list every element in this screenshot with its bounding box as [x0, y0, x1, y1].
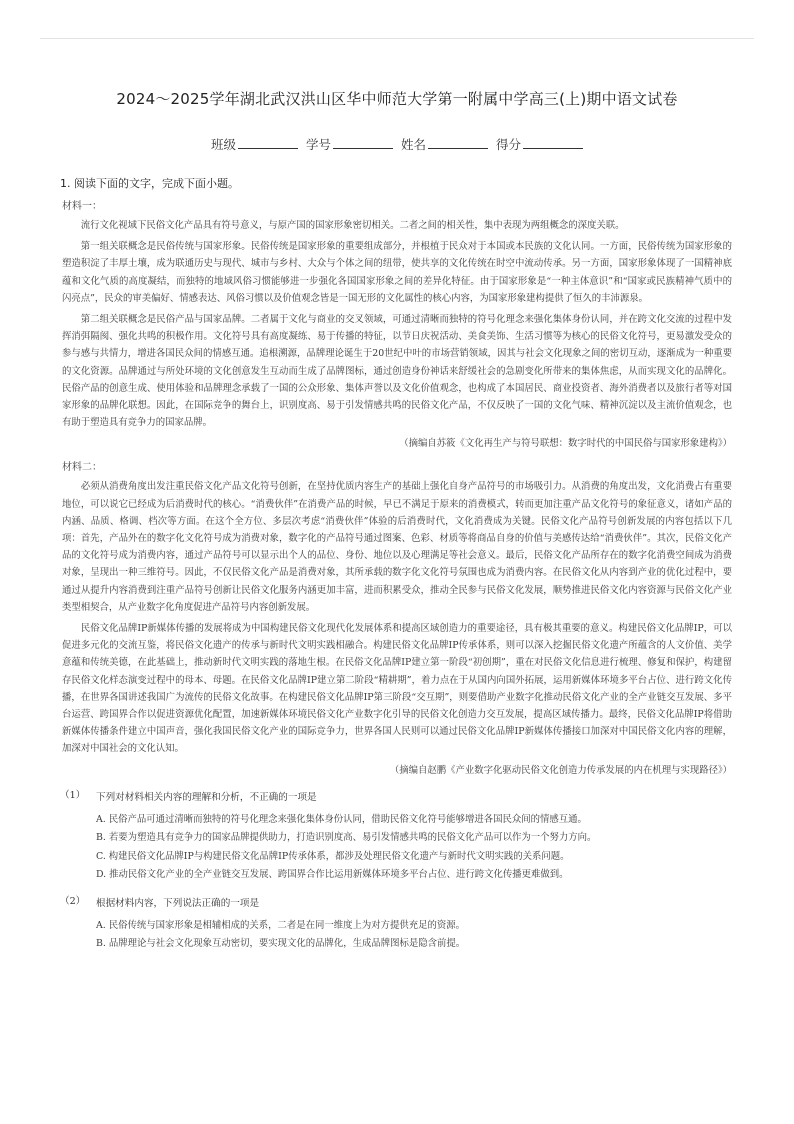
material1-source: （摘编自苏筱《文化再生产与符号联想：数字时代的中国民俗与国家形象建构》） [399, 438, 732, 450]
subquestion-1 [62, 789, 732, 803]
id-field[interactable]: 学号 [306, 135, 393, 153]
score-field[interactable]: 得分 [496, 135, 583, 153]
exam-page [62, 88, 732, 954]
class-field[interactable]: 班级 [211, 135, 298, 153]
subquestion-stem: 根据材料内容，下列说法正确的一项是 [96, 897, 260, 909]
page-title: 2024～2025学年湖北武汉洪山区华中师范大学第一附属中学高三(上)期中语文试卷 [116, 90, 678, 108]
option-d[interactable]: D. 推动民俗文化产业的全产业链交互发展、跨国界合作比运用新媒体环境多平台占位、进行跨文化传播更难做到。 [96, 869, 569, 881]
option-b[interactable]: B. 品牌理论与社会文化现象互动密切，要实现文化的品牌化，生成品牌图标是隐含前提。 [96, 938, 466, 950]
material1-paragraph: 第一组关联概念是民俗传统与国家形象。民俗传统是国家形象的重要组成部分，并根植于民众对于本国或本民族的文化认同。一方面，民俗传统为国家形象的塑造积淀了丰厚土壤，成为联通历史与现代、城市与乡村、大众与个体之间的纽带，使共享的文化传统在时空中流动传承。另一方面，国家形象体现了一国精神底蕴和文化气质的高度凝结，而独特的地域风俗习惯能够进一步强化各国国家形象之间的差异化特征。由于国家形象是“一种主体意识”和“国家或民族精神气质中的闪亮点”，民众的审美偏好、情感表达、风俗习惯以及价值观念皆是一国无形的文化属性的核心内容，为国家形象建构提供了恒久的丰沛源泉。 [62, 241, 732, 304]
material2-paragraph: 民俗文化品牌IP新媒体传播的发展将成为中国构建民俗文化现代化发展体系和提高区域创造力的重要途径，具有极其重要的意义。构建民俗文化品牌IP，可以促进多元化的交流互鉴，将民俗文化遗产的传承与新时代文明实践相融合。构建民俗文化品牌IP传承体系，则可以深入挖掘民俗文化遗产所蕴含的人文价值、美学意蕴和传统美德，在此基础上，推动新时代文明实践的落地生根。在民俗文化品牌IP建立第一阶段“初创期”，重在对民俗文化信息进行梳理、修复和保护，构建留存民俗文化样态演变过程中的母本、母题。在民俗文化品牌IP建立第二阶段“精耕期”，着力点在于从国内向国外拓展，运用新媒体环境多平台占位、进行跨文化传播，在世界各国讲述我国广为流传的民俗文化故事。在构建民俗文化品牌IP第三阶段“交互期”，则要借助产业数字化推动民俗文化产业的全产业链交互发展、多平台运营、跨国界合作以促进资源优化配置，加速新媒体环境民俗文化产业数字化引导的民俗文化创造力交互发展，提高区域传播力。最终，民俗文化品牌IP将借助新媒体传播条件建立中国声音，强化我国民俗文化产业的国际竞争力，世界各国人民则可以通过民俗文化品牌IP新媒体传播接口加深对中国民俗文化内容的理解，加深对中国社会的文化认知。 [62, 623, 732, 755]
option-b[interactable]: B. 若要为塑造具有竞争力的国家品牌提供助力，打造识别度高、易引发情感共鸣的民俗文化产品可以作为一个努力方向。 [96, 832, 597, 844]
subquestion-number: （1） [60, 789, 86, 801]
subquestion-number: （2） [60, 895, 86, 907]
subquestion-2 [62, 895, 732, 909]
question-heading: 1. 阅读下面的文字，完成下面小题。 [60, 177, 239, 190]
name-blank[interactable] [428, 138, 488, 149]
material1-paragraph: 流行文化视域下民俗文化产品具有符号意义，与原产国的国家形象密切相关。二者之间的相关性，集中表现为两组概念的深度关联。 [80, 220, 625, 231]
student-info-row [62, 135, 732, 153]
option-a[interactable]: A. 民俗产品可通过清晰而独特的符号化理念来强化集体身份认同，借助民俗文化符号能够增进各国民众间的情感互通。 [96, 813, 587, 825]
option-c[interactable]: C. 构建民俗文化品牌IP与构建民俗文化品牌IP传承体系，都涉及处理民俗文化遗产与新时代文明实践的关系问题。 [96, 850, 570, 862]
material1-label: 材料一： [62, 201, 102, 212]
material1-paragraph: 第二组关联概念是民俗产品与国家品牌。二者属于文化与商业的交叉领域，可通过清晰而独特的符号化理念来强化集体身份认同，并在跨文化交流的过程中发挥消弭隔阂、强化共鸣的积极作用。文化符号具有高度凝练、易于传播的特征，以节日庆祝活动、美食美饰、生活习惯等为核心的民俗文化符号，更易激发受众的参与感与共情力，增进各国民众间的情感互通。追根溯源，品牌理论诞生于20世纪中叶的市场营销领域，因其与社会文化现象之间的密切互动，逐渐成为一种重要的文化资源。品牌通过与所处环境的文化创意发生互动而生成了品牌图标，通过创造身份神话来舒缓社会的急剧变化所带来的集体焦虑，从而实现文化的品牌化。民俗产品的创意生成、使用体验和品牌理念承载了一国的公众形象、集体声誉以及文化价值观念，也构成了本国居民、商业投资者、海外消费者以及旅行者等对国家形象的品牌化联想。因此，在国际竞争的舞台上，识别度高、易于引发情感共鸣的民俗文化产品，不仅反映了一国的文化气味、精神沉淀以及主流价值观念，也有助于塑造具有竞争力的国家品牌。 [62, 314, 732, 429]
class-blank[interactable] [238, 138, 298, 149]
top-divider [40, 38, 754, 39]
material2-source: （摘编自赵鹏《产业数字化驱动民俗文化创造力传承发展的内在机理与实现路径》） [389, 764, 732, 776]
option-a[interactable]: A. 民俗传统与国家形象是相辅相成的关系，二者是在同一维度上为对方提供充足的资源。 [96, 919, 465, 931]
material2-label: 材料二： [62, 462, 102, 474]
score-blank[interactable] [523, 138, 583, 149]
id-blank[interactable] [333, 138, 393, 149]
subquestion-stem: 下列对材料相关内容的理解和分析，不正确的一项是 [96, 791, 317, 803]
name-field[interactable]: 姓名 [401, 135, 488, 153]
material2-paragraph: 必须从消费角度出发注重民俗文化产品文化符号创新，在坚持优质内容生产的基础上强化自身产品符号的市场吸引力。从消费的角度出发，文化消费占有重要地位，可以说它已经成为后消费时代的核心。“消费伙伴”在消费产品的时候，早已不满足于原来的消费模式，转而更加注重产品文化符号的象征意义，诸如产品的内涵、品质、格调、档次等方面。在这个全方位、多层次考虑“消费伙伴”体验的后消费时代，文化消费成为关键。民俗文化产品符号创新发展的内容包括以下几项：首先，产品外在的数字化文化符号成为消费对象，数字化的产品符号通过图案、色彩、材质等将商品自身的价值与美感传达给“消费伙伴”。其次，民俗文化产品的文化符号成为消费内容，通过产品符号可以显示出个人的品位、身份、地位以及心理满足等社会意义。最后，民俗文化产品所存在的数字化消费空间成为消费对象，呈现出一种三维符号。因此，不仅民俗文化产品是消费对象，其所承载的数字化文化符号氛围也成为消费内容。在民俗文化从内容到产业的优化过程中，要通过从提升内容消费到注重产品符号创新让民俗文化服务内涵更加丰富，进而积累受众，推动全民参与民俗文化发展，顺势推进民俗文化内容资源与民俗文化产业类型相契合，从产业数字化角度促进产品符号内容创新发展。 [62, 481, 732, 613]
